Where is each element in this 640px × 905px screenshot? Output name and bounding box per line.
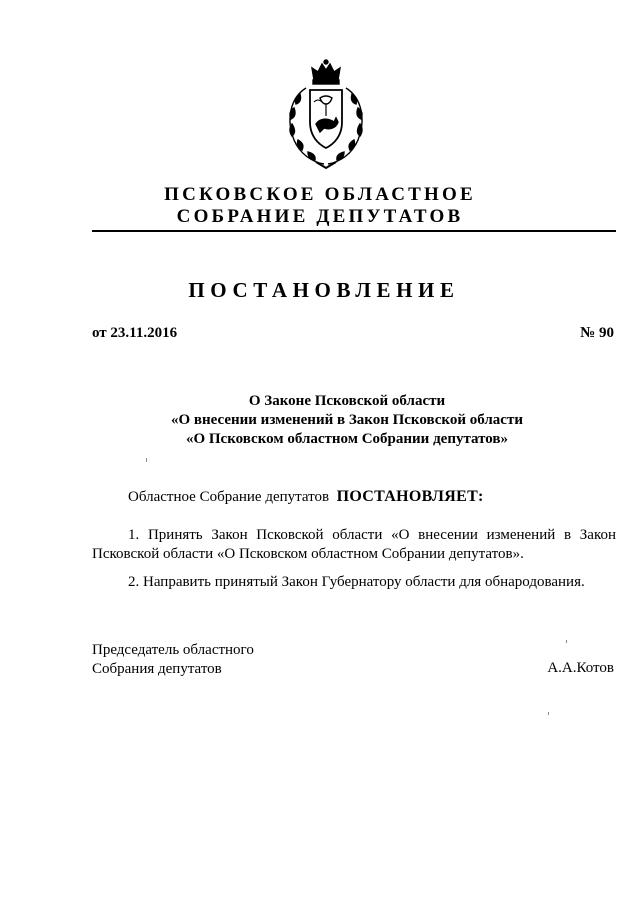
- resolution-item-1: [92, 526, 616, 564]
- signature-title-line2: Собрания депутатов: [92, 661, 222, 677]
- resolution-item-1-line2: Псковской области «О Псковском областном Собрании депутатов».: [92, 546, 524, 562]
- resolution-item-2: 2. Направить принятый Закон Губернатору области для обнародования.: [128, 574, 585, 590]
- organization-name-line1: ПСКОВСКОЕ ОБЛАСТНОЕ: [164, 184, 476, 205]
- organization-name-line2: СОБРАНИЕ ДЕПУТАТОВ: [176, 206, 464, 227]
- preamble: [128, 488, 484, 506]
- header-divider: [92, 230, 616, 232]
- scan-speck: [566, 640, 567, 643]
- scan-speck: [146, 458, 147, 462]
- coat-of-arms-emblem: [276, 58, 376, 170]
- document-date: от 23.11.2016: [92, 325, 178, 341]
- document-type-title: ПОСТАНОВЛЕНИЕ: [188, 278, 460, 302]
- document-subject: [0, 392, 640, 449]
- signer-name: А.А.Котов: [547, 660, 614, 676]
- subject-line: «О внесении изменений в Закон Псковской области: [171, 412, 523, 428]
- preamble-action: ПОСТАНОВЛЯЕТ:: [336, 488, 484, 505]
- signature-title-line1: Председатель областного: [92, 642, 254, 658]
- resolution-item-1-line1: 1. Принять Закон Псковской области «О внесении изменений в Закон: [128, 527, 616, 543]
- signature-title: [92, 641, 254, 679]
- subject-line: О Законе Псковской области: [248, 393, 446, 409]
- scan-speck: [548, 712, 549, 715]
- document-number: № 90: [580, 325, 614, 341]
- preamble-text: Областное Собрание депутатов: [128, 489, 330, 505]
- subject-line: «О Псковском областном Собрании депутатов»: [185, 431, 509, 447]
